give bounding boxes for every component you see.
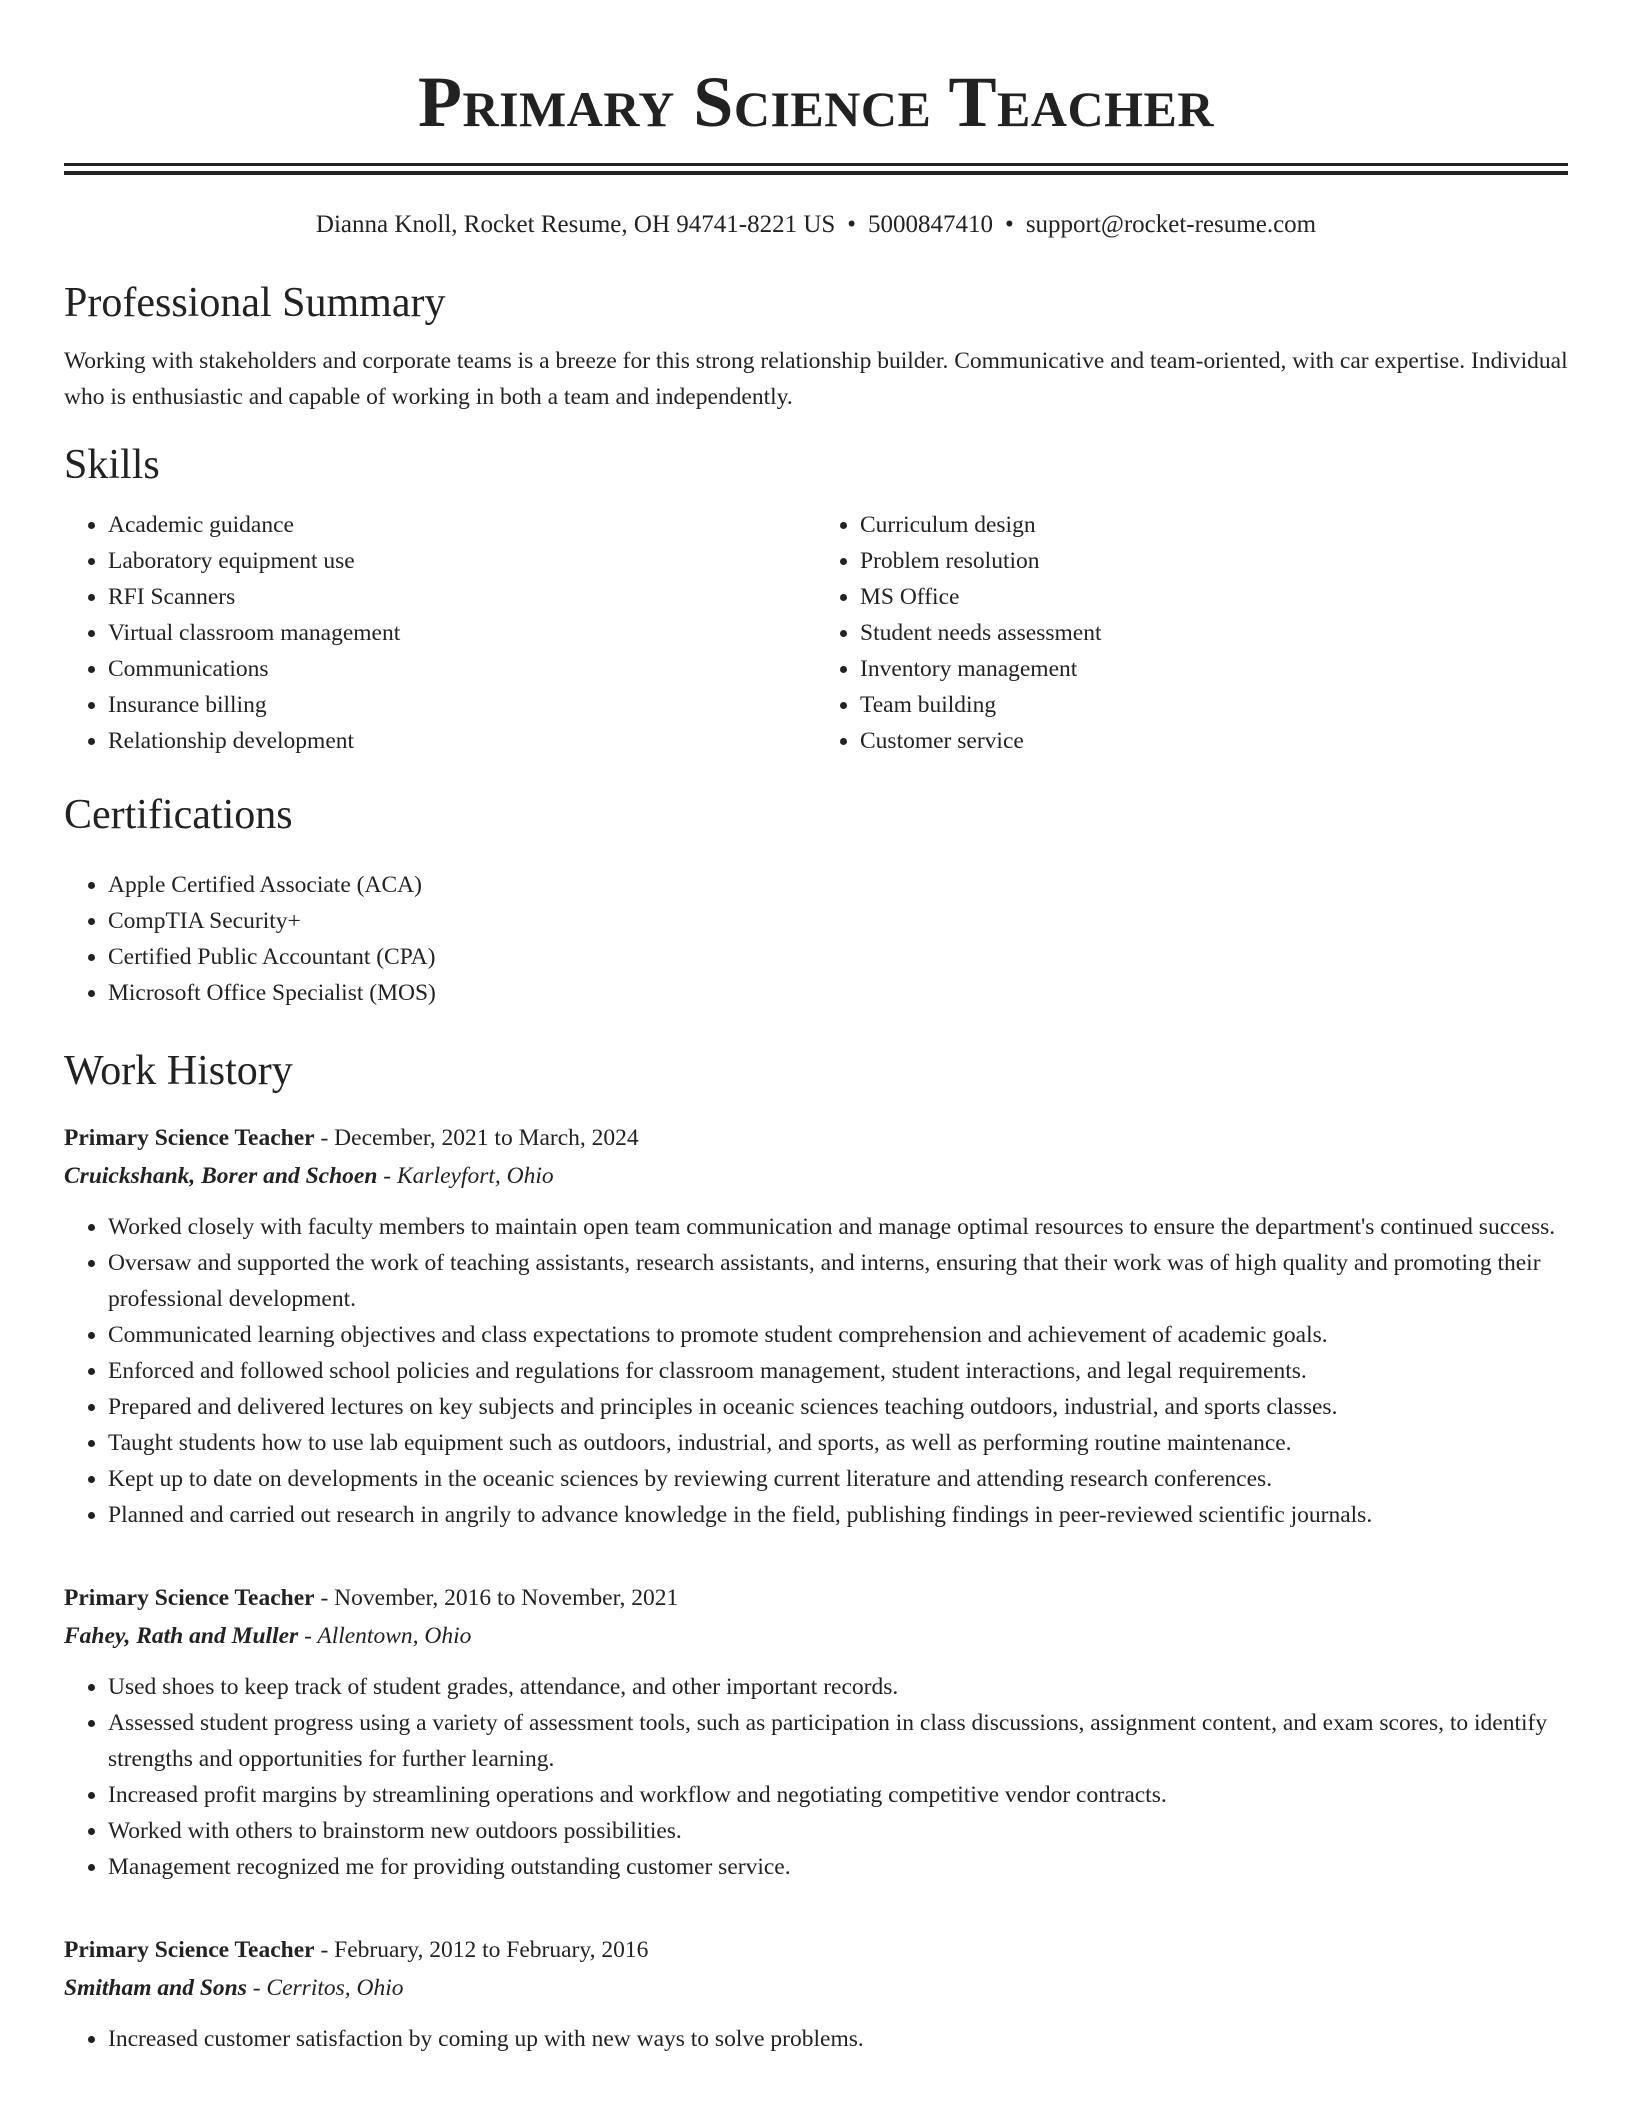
certification-item: • CompTIA Security+ [108,903,1568,939]
skill-item: • RFI Scanners [108,579,816,615]
job-location: - Cerritos, Ohio [246,1975,404,2001]
job-bullet: • Taught students how to use lab equipment such as outdoors, industrial, and sports, as well as performing routine maintenance. [108,1425,1568,1461]
contact-address: Dianna Knoll, Rocket Resume, OH 94741-8221 US [315,211,836,238]
job-title-line [64,1931,1568,1969]
skills-heading: Skills [64,442,160,488]
job-bullet: • Planned and carried out research in angrily to advance knowledge in the field, publishing findings in peer-reviewed scientific journals. [108,1497,1568,1533]
skills-column-right [816,507,1568,759]
contact-separator: • [1005,211,1014,238]
job-bullet: • Oversaw and supported the work of teaching assistants, research assistants, and interns, ensuring that their work was of high quality and promoting their professional development. [108,1245,1568,1317]
contact-email: support@rocket-resume.com [1025,211,1317,238]
summary-heading: Professional Summary [64,280,446,326]
job-title: Primary Science Teacher [64,1585,315,1611]
job-title: Primary Science Teacher [64,1937,315,1963]
job-company: Fahey, Rath and Muller [64,1623,299,1649]
job-bullet: • Prepared and delivered lectures on key subjects and principles in oceanic sciences teaching outdoors, industrial, and sports classes. [108,1389,1568,1425]
skills-list [64,507,1568,759]
job-bullet: • Worked with others to brainstorm new outdoors possibilities. [108,1813,1568,1849]
skill-item: • Team building [860,687,1568,723]
certification-item: • Certified Public Accountant (CPA) [108,939,1568,975]
job-bullet: • Assessed student progress using a variety of assessment tools, such as participation in class discussions, assignment content, and exam scores, to identify strengths and opportunities for further learning. [108,1705,1568,1777]
job-company-line [64,1157,1568,1195]
certifications-list [64,867,1568,1011]
skill-item: • Laboratory equipment use [108,543,816,579]
job-company-line [64,1617,1568,1655]
summary-text: Working with stakeholders and corporate teams is a breeze for this strong relationship builder. Communicative and team-oriented, with car expertise. Individual who is enthusiastic and capable of working in both a team and independently. [64,348,1568,410]
job-company: Smitham and Sons [64,1975,247,2001]
job-bullet: • Increased customer satisfaction by coming up with new ways to solve problems. [108,2021,1568,2057]
resume-title: Primary Science Teacher [418,62,1214,142]
job-dates: - November, 2016 to November, 2021 [314,1585,679,1611]
job-bullet: • Worked closely with faculty members to maintain open team communication and manage optimal resources to ensure the department's continued success. [108,1209,1568,1245]
job-company-line [64,1969,1568,2007]
job-location: - Allentown, Ohio [298,1623,472,1649]
job-dates: - February, 2012 to February, 2016 [314,1937,649,1963]
skill-item: • MS Office [860,579,1568,615]
job-bullet: • Kept up to date on developments in the oceanic sciences by reviewing current literature and attending research conferences. [108,1461,1568,1497]
certification-item: • Microsoft Office Specialist (MOS) [108,975,1568,1011]
skill-item: • Communications [108,651,816,687]
job-bullets [64,1209,1568,1533]
job-entry [64,1931,1568,2057]
job-title-line [64,1119,1568,1157]
job-bullet: • Enforced and followed school policies and regulations for classroom management, student interactions, and legal requirements. [108,1353,1568,1389]
job-bullet: • Management recognized me for providing outstanding customer service. [108,1849,1568,1885]
contact-line [64,209,1568,241]
skill-item: • Problem resolution [860,543,1568,579]
contact-phone: 5000847410 [868,211,994,238]
certification-item: • Apple Certified Associate (ACA) [108,867,1568,903]
work-history-heading: Work History [64,1048,293,1094]
job-bullets [64,1669,1568,1885]
contact-separator: • [847,211,857,238]
skill-item: • Virtual classroom management [108,615,816,651]
skills-column-left [64,507,816,759]
title-divider [64,163,1568,175]
skill-item: • Relationship development [108,723,816,759]
job-entry [64,1119,1568,1533]
job-bullet: • Communicated learning objectives and class expectations to promote student comprehension and achievement of academic goals. [108,1317,1568,1353]
skill-item: • Inventory management [860,651,1568,687]
skill-item: • Academic guidance [108,507,816,543]
job-title-line [64,1579,1568,1617]
skill-item: • Curriculum design [860,507,1568,543]
skill-item: • Customer service [860,723,1568,759]
job-bullets [64,2021,1568,2057]
skill-item: • Insurance billing [108,687,816,723]
job-location: - Karleyfort, Ohio [377,1163,554,1189]
job-dates: - December, 2021 to March, 2024 [314,1125,639,1151]
job-company: Cruickshank, Borer and Schoen [64,1163,378,1189]
certifications-heading: Certifications [64,792,293,838]
job-bullet: • Used shoes to keep track of student grades, attendance, and other important records. [108,1669,1568,1705]
job-bullet: • Increased profit margins by streamlining operations and workflow and negotiating competitive vendor contracts. [108,1777,1568,1813]
job-title: Primary Science Teacher [64,1125,315,1151]
resume-page [64,0,1568,2057]
job-entry [64,1579,1568,1885]
skill-item: • Student needs assessment [860,615,1568,651]
